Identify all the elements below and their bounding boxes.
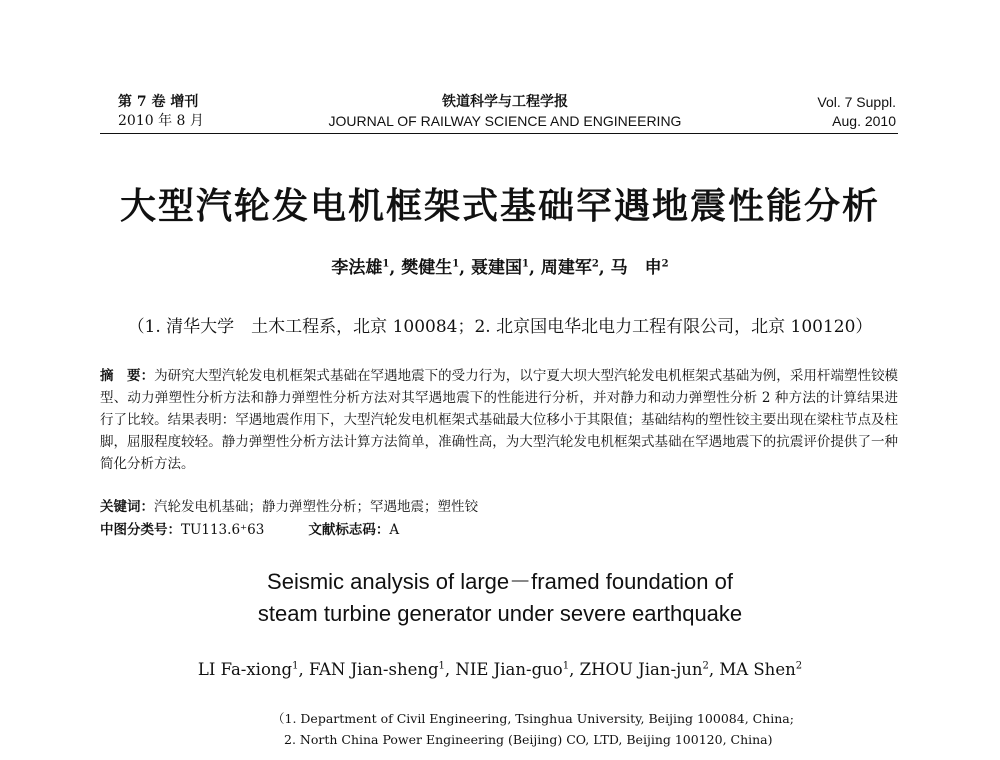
header-right xyxy=(817,93,896,131)
affiliation-cn: （1. 清华大学 土木工程系，北京 100084；2. 北京国电华北电力工程有限公司，北京 100120） xyxy=(127,317,873,337)
volume-cn: 第 7 卷 增刊 xyxy=(118,94,199,110)
keywords-text: 汽轮发电机基础；静力弹塑性分析；罕遇地震；塑性铰 xyxy=(154,499,478,515)
affiliation-en-line2: 2. North China Power Engineering (Beijing) CO, LTD, Beijing 100120, China) xyxy=(284,732,773,747)
affiliation-en-line1: （1. Department of Civil Engineering, Tsinghua University, Beijing 100084, China; xyxy=(272,711,794,726)
authors-cn xyxy=(0,253,1000,278)
classification xyxy=(100,520,399,540)
document-code-label: 文献标志码： xyxy=(308,522,390,538)
author-en: MA Shen$^2$ xyxy=(719,660,803,679)
abstract xyxy=(100,365,898,475)
author-en: ZHOU Jian-jun$^2$, xyxy=(579,660,720,679)
author-en: NIE Jian-guo$^1$, xyxy=(455,660,580,679)
date-cn: 2010 年 8 月 xyxy=(118,113,204,129)
author-cn: 聂建国$^1$, xyxy=(471,258,535,278)
author-cn: 樊健生$^1$, xyxy=(401,258,466,278)
author-cn: 周建军$^2$, xyxy=(540,258,605,278)
paper-title-en-line2: steam turbine generator under severe earthquake xyxy=(257,601,743,626)
classification-value: TU113.6⁺63 xyxy=(181,522,265,538)
paper-title-en xyxy=(0,566,1000,630)
document-code-value: A xyxy=(389,522,400,538)
author-en: LI Fa-xiong$^1$, xyxy=(197,660,309,679)
journal-name-en: JOURNAL OF RAILWAY SCIENCE AND ENGINEERING xyxy=(328,113,682,129)
abstract-text: 为研究大型汽轮发电机框架式基础在罕遇地震下的受力行为，以宁夏大坝大型汽轮发电机框架式基础为例，采用杆端塑性铰模型、动力弹塑性分析方法和静力弹塑性分析方法对其罕遇地震下的性能进行分析，并对静力和动力弹塑性分析 2 种方法的计算结果进行了比较。结果表明：罕遇地震作用下，大型汽轮发电机框架式基础最大位移小于其限值；基础结构的塑性铰主要出现在梁柱节点及柱脚，屈服程度较轻。静力弹塑性分析方法计算方法简单，准确性高，为大型汽轮发电机框架式基础在罕遇地震下的抗震评价提供了一种简化分析方法。 xyxy=(100,368,899,472)
journal-name-cn: 铁道科学与工程学报 xyxy=(442,94,568,110)
abstract-label: 摘 要： xyxy=(100,368,155,384)
keywords xyxy=(100,497,478,517)
keywords-label: 关键词： xyxy=(100,499,154,515)
author-en: FAN Jian-sheng$^1$, xyxy=(308,660,456,679)
volume-en: Vol. 7 Suppl. xyxy=(817,94,896,110)
authors-en xyxy=(0,660,1000,679)
header-rule xyxy=(100,133,898,134)
author-cn: 李法雄$^1$, xyxy=(331,258,396,278)
classification-label: 中图分类号： xyxy=(100,522,181,538)
date-en: Aug. 2010 xyxy=(832,113,896,129)
paper-title-en-line1: Seismic analysis of large－framed foundation of xyxy=(267,569,733,594)
header-left xyxy=(118,93,204,131)
paper-title-cn: 大型汽轮发电机框架式基础罕遇地震性能分析 xyxy=(119,185,880,226)
affiliation-en xyxy=(272,708,794,750)
author-cn: 马 申$^2$ xyxy=(610,258,669,278)
header-center xyxy=(300,93,710,131)
